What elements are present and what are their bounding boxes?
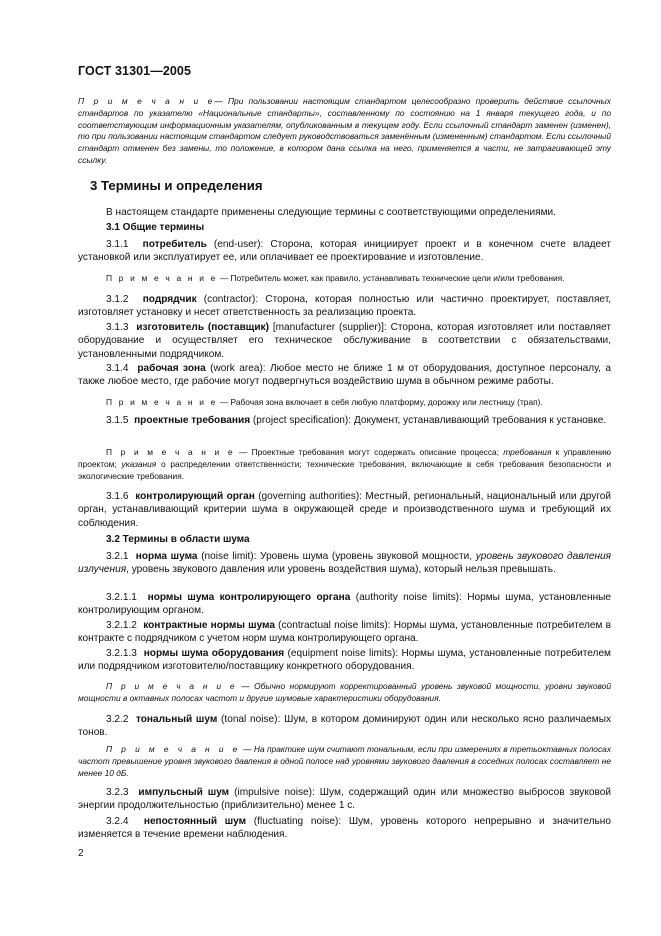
note-3-1-4: П р и м е ч а н и е — Рабочая зона включает в себя любую платформу, дорожку или лестницу (трап).: [106, 397, 543, 407]
note-3-1-5: П р и м е ч а н и е — Проектные требования могут содержать описание процесса; требования к управлению проектом; указания о распределении ответственности; технические требования, включающие в себя требования безопасности и экологические требования.: [78, 447, 612, 481]
term-3-1-3: 3.1.3 изготовитель (поставщик) [manufacturer (supplier)]: Сторона, которая изготовляет или поставляет оборудование и осуществляет его техническое обслуживание в соответствии с обязательствами, установленными подрядчиком.: [78, 322, 611, 360]
document-header: ГОСТ 31301—2005: [78, 64, 192, 78]
term-3-2-1: 3.2.1 норма шума (noise limit): Уровень шума (уровень звуковой мощности, уровень звукового давления излучения, уровень звукового давления или уровень воздействия шума), который нельзя превышать.: [78, 551, 612, 576]
term-3-1-6: 3.1.6 контролирующий орган (governing authorities): Местный, региональный, национальный или другой орган, устанавливающий критерии шума в окружающей среде и производственного шума и требующий их соблюдения.: [78, 491, 612, 529]
page-number: 2: [78, 848, 84, 859]
note-3-2-1-3: П р и м е ч а н и е — Обычно нормируют корректированный уровень звуковой мощности, уровни звуковой мощности в октавных полосах частот и другие шумовые характеристики оборудования.: [78, 681, 611, 703]
term-3-1-2: 3.1.2 подрядчик (contractor): Сторона, которая полностью или частично проектирует, поставляет, изготовляет установку и несет ответственность за реализацию проекта.: [78, 294, 612, 319]
term-3-2-1-1: 3.2.1.1 нормы шума контролирующего органа (authority noise limits): Нормы шума, установленные контролирующим органом.: [78, 592, 612, 617]
section-title: 3 Термины и определения: [90, 178, 263, 193]
term-3-2-2: 3.2.2 тональный шум (tonal noise): Шум, в котором доминируют один или несколько ясно различаемых тонов.: [78, 714, 612, 739]
note-3-1-1: П р и м е ч а н и е — Потребитель может, как правило, устанавливать технические цели и/или требования.: [106, 273, 565, 283]
term-3-1-4: 3.1.4 рабочая зона (work area): Любое место не ближе 1 м от оборудования, доступное персоналу, а также любое место, где рабочие могут подвергнуться воздействию шума в обычном режиме работы.: [78, 363, 611, 388]
term-3-1-5: 3.1.5 проектные требования (project specification): Документ, устанавливающий требования к установке.: [106, 415, 607, 426]
term-3-2-3: 3.2.3 импульсный шум (impulsive noise): Шум, содержащий один или множество выбросов звуковой энергии продолжительностью (приблизительно) менее 1 с.: [78, 787, 611, 812]
note-3-2-2: П р и м е ч а н и е — На практике шум считают тональным, если при измерениях в третьоктавных полосах частот превышение уровня звукового давления в одной полосе над уровнями звукового давления в соседних полосах составляет не менее 10 дБ.: [78, 744, 612, 778]
term-3-2-1-2: 3.2.1.2 контрактные нормы шума (contractual noise limits): Нормы шума, установленные потребителем в контракте с подрядчиком с учетом норм шума контролирующего органа.: [78, 620, 612, 645]
note-label: П р и м е ч а н и е: [78, 96, 215, 106]
term-3-2-4: 3.2.4 непостоянный шум (fluctuating noise): Шум, уровень которого непрерывно и значительно изменяется в течение времени наблюдения.: [78, 816, 612, 841]
term-3-2-1-3: 3.2.1.3 нормы шума оборудования (equipment noise limits): Нормы шума, установленные потребителем или подрядчиком изготовителю/поставщику конкретного оборудования.: [78, 648, 611, 673]
subsection-title-general: 3.1 Общие термины: [106, 222, 205, 233]
term-3-1-1: 3.1.1 потребитель (end-user): Сторона, которая инициирует проект и в конечном счете владеет установкой или эксплуатирует ее, или оплачивает ее проектирование и изготовление.: [78, 239, 612, 264]
intro-paragraph: В настоящем стандарте применены следующие термины с соответствующими определениями.: [106, 207, 556, 218]
subsection-title-noise: 3.2 Термины в области шума: [106, 534, 250, 545]
top-note: П р и м е ч а н и е— При пользовании настоящим стандартом целесообразно проверить действие ссылочных стандартов по указателю «Национальные стандарты», составленному по состоянию на 1 января текущего года, и по соответствующим информационным указателям, опубликованным в текущем году. Если ссылочный стандарт заменен (изменен), то при пользовании настоящим стандартом следует руководствоваться заменённым (измененным) стандартом. Если ссылочный стандарт отменен без замены, то положение, в котором дана ссылка на него, применяется в части, не затрагивающей эту ссылку.: [78, 96, 611, 165]
